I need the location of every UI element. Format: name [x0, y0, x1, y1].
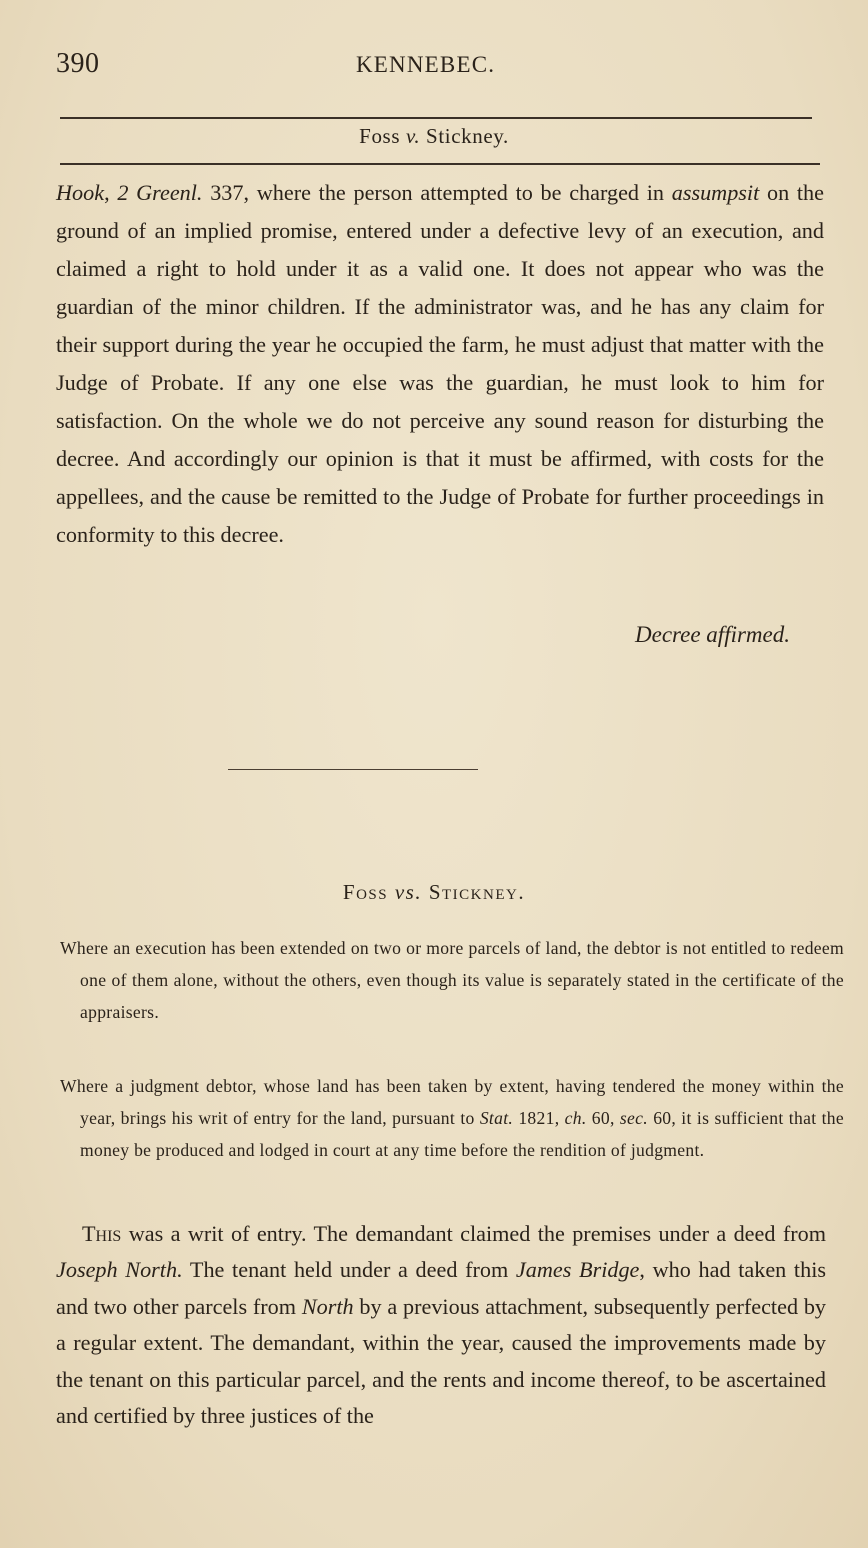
headnote-1: Where an execution has been extended on two or more parcels of land, the debtor is not entitled to redeem one of them alone, without the others, even though its value is separately stated in the certificate of the appraisers.	[60, 938, 844, 1022]
case-separator-rule	[228, 769, 478, 770]
text-span: 337, where the person attempted to be charged in	[202, 180, 672, 205]
text-span: Where a judgment debtor, whose land has been taken by extent, having tendered the money within the year, brings his writ of entry for the land, pursuant to	[60, 1076, 844, 1128]
text-span: on the ground of an implied promise, entered under a defective levy of an execution, and claimed a right to hold under it as a valid one. It does not appear who was the guardian of the minor children. If the administrator was, and he has any claim for their support during the year he occupied the farm, he must adjust that matter with the Judge of Probate. If any one else was the guardian, he must look to him for satisfaction. On the whole we do not perceive any sound reason for disturbing the decree. And accordingly our opinion is that it must be affirmed, with costs for the appellees, and the cause be remitted to the Judge of Probate for further proceedings in conformity to this decree.	[56, 180, 824, 547]
page-number: 390	[56, 48, 100, 79]
party-name-bridge: James Bridge	[515, 1257, 640, 1283]
section-title: KENNEBEC.	[356, 52, 496, 77]
case-title-versus: vs.	[394, 880, 423, 904]
text-span: 60, it is sufficient that the money be produced and lodged in court at any time before the rendition of judgment.	[80, 1108, 844, 1160]
versus: v.	[405, 124, 421, 148]
party-a: Foss	[359, 124, 401, 148]
text-span: ,	[104, 180, 118, 205]
prior-case-paragraph	[56, 174, 824, 554]
text-span: The tenant held under a deed from	[182, 1257, 516, 1283]
decree-affirmed: Decree affirmed.	[635, 622, 790, 647]
party-b: Stickney.	[426, 124, 509, 148]
text-span: by a previous attachment, subsequently perfected by a regular extent. The demandant, within the year, caused the improvements made by the tenant on this particular parcel, and the rents and income thereof, to be ascertained and certified by three justices of the	[56, 1293, 827, 1429]
header-rule	[60, 163, 820, 165]
statute-abbrev: Stat.	[479, 1108, 514, 1128]
top-rule	[60, 117, 812, 119]
party-name-north: Joseph North.	[56, 1257, 183, 1283]
text-span: 60,	[586, 1108, 620, 1128]
party-name-north-short: North	[301, 1293, 354, 1319]
running-head	[56, 48, 826, 88]
case-citation-name: Hook	[56, 180, 105, 205]
latin-term: assumpsit	[671, 180, 760, 205]
case-header	[0, 124, 868, 149]
chapter-abbrev: ch.	[564, 1108, 587, 1128]
case-title-party-a: Foss	[342, 880, 389, 904]
text-span: was a writ of entry. The demandant claimed the premises under a deed from	[121, 1221, 826, 1246]
opinion-paragraph	[56, 1216, 826, 1434]
opinion-lead-word: This	[82, 1221, 122, 1246]
reporter-citation: 2 Greenl.	[117, 180, 203, 205]
text-span: 1821,	[513, 1108, 565, 1128]
case-title-party-b: Stickney.	[428, 880, 526, 904]
headnote-2	[60, 1070, 844, 1166]
text-span: , who had taken this and two other parcels from	[56, 1257, 826, 1319]
section-abbrev: sec.	[619, 1108, 648, 1128]
case-title	[0, 880, 868, 905]
